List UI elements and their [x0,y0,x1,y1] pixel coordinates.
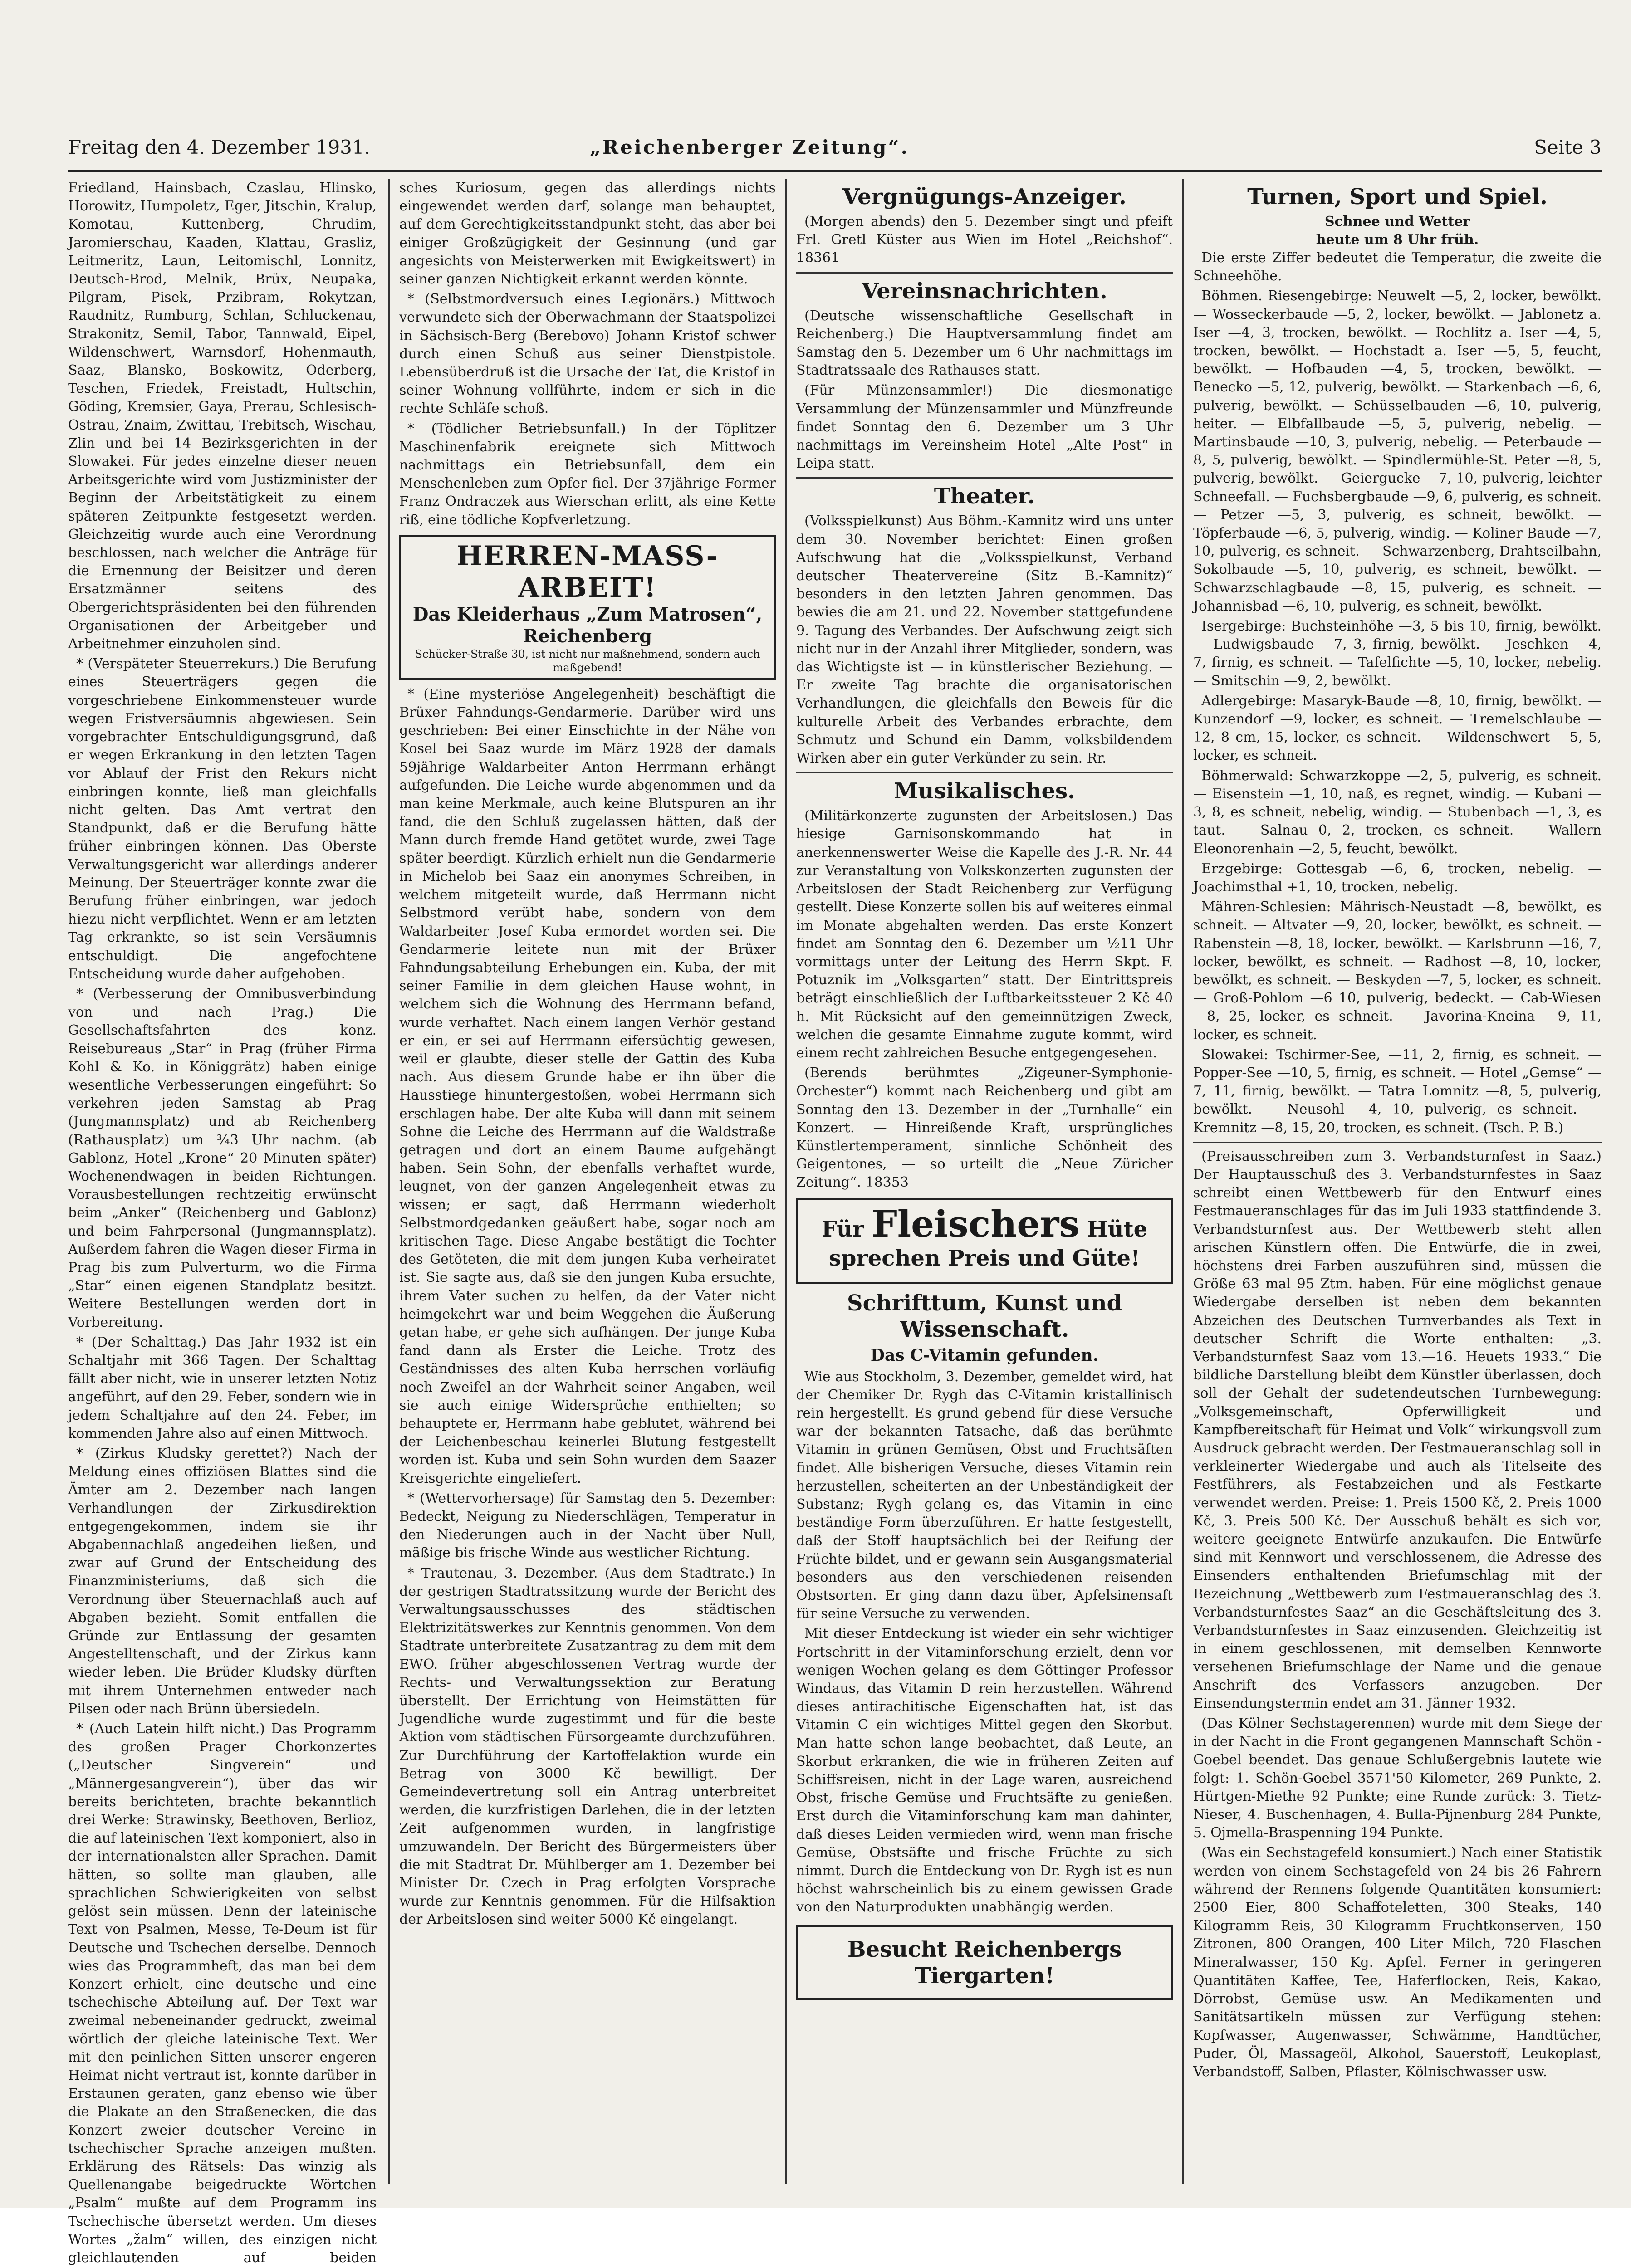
article-text: Mähren-Schlesien: Mährisch-Neustadt —8, bewölkt, es schneit. — Altvater —9, 20, locker, bewölkt, es schneit. — Rabenstein —8, 18, locker, bewölkt. — Karlsbrunn —16, 7, locker, bewölkt, es schneit. — Radhost —8, 10, locker, bewölkt, es schneit. — Beskyden —7, 5, locker, es schneit. — Groß-Pohlom —6 10, pulverig, bedeckt. — Cab-Wiesen —8, 25, locker, es schneit. — Javorina-Kneina —9, 11, locker, es schneit. [1193,899,1602,1043]
section-rule [796,477,1173,479]
ad-address: Schücker-Straße 30, ist nicht nur maßnehmend, sondern auch maßgebend! [415,647,760,674]
article-text: (Preisausschreiben zum 3. Verbandsturnfest in Saaz.) Der Hauptausschuß des 3. Verbandsturnfestes in Saaz schreibt einen Wettbewerb für den Entwurf eines Festmaueranschlages für das im Juli 1933 stattfindende 3. Verbandsturnfest aus. Der Wettbewerb steht allen arischen Künstlern offen. Die Entwürfe, die in zwei, höchstens drei Farben auszuführen sind, müssen die Größe 63 mal 95 Ztm. haben. Für eine möglichst genaue Wiedergabe derselben ist neben dem bekannten Abzeichen des Deutschen Turnverbandes als Text in deutscher Schrift die Worte enthalten: „3. Verbandsturnfest Saaz vom 13.—16. Heuets 1933.“ Die bildliche Darstellung bleibt dem Künstler überlassen, doch soll der Gehalt der sudetendeutschen Turnbewegung: „Volksgemeinschaft, Opferwilligkeit und Kampfbereitschaft für Heimat und Volk“ wirkungsvoll zum Ausdruck gebracht werden. Der Festmaueranschlag soll in verkleinerter Wiedergabe und auch als Titelseite des Festführers, als Festabzeichen und als Festkarte verwendet werden. Preise: 1. Preis 1500 Kč, 2. Preis 1000 Kč, 3. Preis 500 Kč. Der Ausschuß behält es sich vor, weitere geeignete Entwürfe anzukaufen. Die Entwürfe sind mit Kennwort und verschlossenem, die Adresse des Einsenders enthaltenden Briefumschlag mit der Bezeichnung „Wettbewerb zum Festmaueranschlag des 3. Verbandsturnfestes Saaz“ an die Geschäftsleitung des 3. Verbandsturnfestes in Saaz einzusenden. Gleichzeitig ist in einem geschlossenen, mit demselben Kennworte versehenen Briefumschlage der Name und die genaue Anschrift des Verfassers anzugeben. Der Einsendungstermin endet am 31. Jänner 1932. [1193,1148,1602,1711]
section-heading: Vergnügungs-Anzeiger. [842,184,1127,210]
article-text: * (Verspäteter Steuerrekurs.) Die Berufung eines Steuerträgers gegen die vorgeschriebene Einkommensteuer wurde wegen Fristversäumnis abgewiesen. Sein vorgebrachter Entschuldigungsgrund, daß er wegen Erkrankung in den letzten Tagen vor Ablauf der Frist den Rekurs nicht einbringen konnte, ließ man gleichfalls nicht gelten. Das Amt vertrat den Standpunkt, daß er die Berufung hätte früher einbringen können. Das Oberste Verwaltungsgericht war allerdings anderer Meinung. Der Steuerträger konnte zwar die Berufung früher einbringen, war jedoch hiezu nicht verpflichtet. Wenn er am letzten Tag erkrankte, so ist sein Versäumnis entschuldigt. Die angefochtene Entscheidung wurde daher aufgehoben. [68,656,377,982]
article-text: (Volksspielkunst) Aus Böhm.-Kamnitz wird uns unter dem 30. November berichtet: Einen großen Aufschwung hat die „Volksspielkunst, Verband deutscher Theatervereine (Sitz B.-Kamnitz)“ besonders in den letzten Jahren genommen. Das bewies die am 21. und 22. November stattgefundene 9. Tagung des Verbandes. Der Aufschwung zeigt sich nicht nur in der Anzahl ihrer Mitglieder, sondern, was das Wichtigste ist — in künstlerischer Beziehung. — Er zweite Tag brachte die organisatorischen Verhandlungen, die gleichfalls den Beweis für die kulturelle Arbeit des Verbandes erbrachte, dem Schmutz und Schund ein Damm, volksbildendem Wirken aber ein guter Verkünder zu sein. Rr. [796,513,1173,767]
page-header [68,136,1602,163]
article-text: (Morgen abends) den 5. Dezember singt und pfeift Frl. Gretl Küster aus Wien im Hotel „Reichshof“. 18361 [796,214,1173,266]
article-text: Mit dieser Entdeckung ist wieder ein sehr wichtiger Fortschritt in der Vitaminforschung erzielt, denn vor wenigen Wochen gelang es dem Göttinger Professor Windaus, das Vitamin D rein herzustellen. Während dieses antirachitische Eigenschaften hat, ist das Vitamin C ein wichtiges Mittel gegen den Skorbut. Man hatte schon lange beobachtet, daß Leute, an Skorbut erkranken, die wie in früheren Zeiten auf Schiffsreisen, nicht in der Lage waren, ausreichend Obst, frische Gemüse und Fruchtsäfte zu genießen. Erst durch die Vitaminforschung kam man dahinter, daß dieses Leiden vermieden wird, wenn man frische Gemüse, Obstsäfte und frische Früchte zu sich nimmt. Durch die Entdeckung von Dr. Rygh ist es nun höchst wahrscheinlich bis zu einem gewissen Grade von den Naturprodukten unabhängig werden. [796,1626,1173,1916]
header-rule [68,170,1602,172]
column-divider [1182,179,1184,2184]
article-text: Slowakei: Tschirmer-See, —11, 2, firnig, es schneit. — Popper-See —10, 5, firnig, es schneit. — Hotel „Gemse“ —7, 11, firnig, bewölkt. — Tatra Lomnitz —8, 5, pulverig, bewölkt. — Neusohl —4, 10, pulverig, es schneit. — Kremnitz —8, 15, 20, trocken, es schneit. (Tsch. P. B.) [1193,1046,1602,1136]
article-text: * (Der Schalttag.) Das Jahr 1932 ist ein Schaltjahr mit 366 Tagen. Der Schalttag fällt aber nicht, wie in unserer letzten Notiz angeführt, auf den 29. Feber, sondern wie in jedem Schaltjahre auf den 24. Feber, im kommenden Jahre also auf einen Mittwoch. [68,1334,377,1442]
section-heading: Theater. [934,484,1035,509]
newspaper-title: „Reichenberger Zeitung“. [590,136,910,158]
ad-brand: Fleischers [871,1202,1080,1245]
page-number: Seite 3 [1534,136,1602,158]
ad-slogan: sprechen Preis und Güte! [828,1245,1141,1271]
article-text: (Für Münzensammler!) Die diesmonatige Versammlung der Münzensammler und Münzfreunde findet Sonntag den 6. Dezember um 3 Uhr nachmittags im Vereinsheim Hotel „Alte Post“ in Leipa statt. [796,382,1173,472]
ad-text: Hüte [1087,1216,1148,1242]
section-rule [1193,1142,1602,1143]
article-text: * (Auch Latein hilft nicht.) Das Programm des großen Prager Chorkonzertes („Deutscher Singverein“ und „Männergesangverein“), über das wir bereits berichteten, brachte bekanntlich drei Werke: Strawinsky, Beethoven, Berlioz, die auf lateinischen Text komponiert, also in der internationalsten aller Sprachen. Damit hätten, so sollte man glauben, alle sprachlichen Schwierigkeiten von selbst gelöst sein müssen. Denn der lateinische Text von Psalmen, Messe, Te-Deum ist für Deutsche und Tschechen derselbe. Dennoch wies das Programmheft, das man bei dem Konzert erhielt, eine deutsche und eine tschechische Abteilung auf. Der Text war zweimal nebeneinander gedruckt, zweimal wörtlich der gleiche lateinische Text. Wer mit den peinlichen Sitten unserer engeren Heimat nicht vertraut ist, konnte darüber in Erstaunen geraten, ganz ebenso wie über die Plakate an den Straßenecken, die das Konzert zweier deutscher Vereine in tschechischer Sprache anzeigen mußten. Erklärung des Rätsels: Das winzig als Quellenangabe beigedruckte Wörtchen „Psalm“ mußte auf dem Programm ins Tschechische übersetzt werden. Um dieses Wortes „žalm“ willen, des einzigen nicht gleichlautenden auf beiden [68,1721,377,2266]
ad-text: Für [821,1216,864,1242]
article-text: (Was ein Sechstagefeld konsumiert.) Nach einer Statistik werden von einem Sechstagefeld von 24 bis 26 Fahrern während der Rennens folgende Quantitäten konsumiert: 2500 Eier, 800 Schaffoteletten, 300 Steaks, 140 Kilogramm Reis, 30 Kilogramm Fruchtkonserven, 150 Zitronen, 800 Orangen, 400 Liter Milch, 720 Flaschen Mineralwasser, 150 Kg. Apfel. Ferner in geringeren Quantitäten Kaffee, Tee, Haferflocken, Reis, Kakao, Dörrobst, Gemüse usw. An Medikamenten und Sanitätsartikeln müssen zur Verfügung stehen: Kopfwasser, Augenwasser, Schwämme, Handtücher, Puder, Öl, Massageöl, Alkohol, Sauerstoff, Leukoplast, Verbandstoff, Salben, Pflaster, Kölnischwasser usw. [1193,1845,1602,2080]
article-text: Böhmerwald: Schwarzkoppe —2, 5, pulverig, es schneit. — Eisenstein —1, 10, naß, es regnet, windig. — Kubani —3, 8, es schneit, nebelig, windig. — Stubenbach —1, 3, es taut. — Salnau 0, 2, trocken, es schneit. — Wallern Eleonorenhain —2, 5, feucht, bewölkt. [1193,767,1602,857]
issue-date: Freitag den 4. Dezember 1931. [68,136,370,158]
article-text: sches Kuriosum, gegen das allerdings nichts eingewendet werden darf, solange man behauptet, auf dem Gerechtigkeitsstandpunkt steht, das aber bei einiger Großzügigkeit der Gesinnung (und gar angesichts von Meisterwerken mit Ewigkeitswert) in seiner ganzen Nichtigkeit erkannt werden könnte. [399,180,776,288]
article-text: Erzgebirge: Gottesgab —6, 6, trocken, nebelig. — Joachimsthal +1, 10, trocken, nebelig. [1193,860,1602,895]
article-text: (Deutsche wissenschaftliche Gesellschaft in Reichenberg.) Die Hauptversammlung findet am Samstag den 5. Dezember um 6 Uhr nachmittags im Stadtratssaale des Rathauses statt. [796,308,1173,379]
article-text: Wie aus Stockholm, 3. Dezember, gemeldet wird, hat der Chemiker Dr. Rygh das C-Vitamin kristallinisch rein hergestellt. Es grund gebend für diese Versuche war der bekannten Tatsache, daß das berühmte Vitamin in grünen Gemüsen, Obst und Fruchtsäften findet. Alle bisherigen Versuche, dieses Vitamin rein herzustellen, scheiterten an der Unbeständigkeit der Substanz; Rygh gelang es, das Vitamin in eine beständige Form überzuführen. Er hatte festgestellt, daß der Stoff hauptsächlich bei der Reifung der Früchte bildet, und er gewann sein Ausgangsmaterial besonders aus den verschiedenen reisenden Obstsorten. Er ging dann dazu über, Apfelsinensaft für seine Versuche zu verwenden. [796,1369,1173,1622]
advertisement-zoo: Besucht Reichenbergs Tiergarten! [796,1925,1173,2000]
ad-headline: HERREN-MASS-ARBEIT! [456,540,719,604]
column-divider [785,179,787,2184]
article-text: * (Wettervorhersage) für Samstag den 5. Dezember: Bedeckt, Neigung zu Niederschlägen, Temperatur in den Niederungen auch in der Nacht über Null, mäßige bis frische Winde aus westlicher Richtung. [399,1490,776,1561]
article-text: * (Eine mysteriöse Angelegenheit) beschäftigt die Brüxer Fahndungs-Gendarmerie. Darüber wird uns geschrieben: Bei einer Einschichte in der Nähe von Kosel bei Saaz wurde im März 1928 der damals 59jährige Waldarbeiter Anton Herrmann erhängt aufgefunden. Die Leiche wurde abgenommen und da man keine Merkmale, auch keine Blutspuren an ihr fand, die den Schluß zugelassen hätten, daß der Mann durch fremde Hand getötet wurde, zwei Tage später beerdigt. Kürzlich erhielt nun die Gendarmerie in Michelob bei Saaz ein anonymes Schreiben, in welchem mitgeteilt wurde, daß Herrmann nicht Selbstmord verübt habe, sondern von dem Waldarbeiter Josef Kuba ermordet worden sei. Die Gendarmerie leitete nun mit der Brüxer Fahndungsabteilung Erhebungen ein. Kuba, der mit seiner Familie in dem gleichen Hause wohnt, in welchem sich die Wohnung des Herrmann befand, wurde verhaftet. Nach einem langen Verhör gestand er ein, er sei auf Herrmann eifersüchtig gewesen, weil er glaubte, dieser stelle der Gattin des Kuba nach. Aus diesem Grunde habe er ihn über die Hausstiege hinuntergestoßen, wobei Herrmann sich erschlagen habe. Der alte Kuba will dann mit seinem Sohne die Leiche des Herrmann auf die Waldstraße getragen und dort an einem Baume aufgehängt haben. Sein Sohn, der ebenfalls verhaftet wurde, leugnet, von der ganzen Angelegenheit etwas zu wissen; er sagt, daß Herrmann wiederholt Selbstmordgedanken geäußert habe, sogar noch am kritischen Tage. Diese Angabe bestätigt die Tochter des Getöteten, die mit dem jungen Kuba verheiratet ist. Sie sagte aus, daß sie den jungen Kuba ersuchte, ihrem Vater suchen zu helfen, da der Vater nicht heimgekehrt war und beim Weggehen die Äußerung getan habe, er gehe sich aufhängen. Der junge Kuba fand dann als Erster die Leiche. Trotz des Geständnisses des alten Kuba herrschen vorläufig noch Zweifel an der Wahrheit seiner Angaben, weil sie auch einige Widersprüche enthielten; so behauptete er, Herrmann habe geblutet, während bei der Leichenbeschau keinerlei Blutung festgestellt worden ist. Kuba und sein Sohn wurden dem Saazer Kreisgerichte eingeliefert. [399,686,776,1486]
section-rule [796,772,1173,773]
column-divider [388,179,390,2184]
column-2 [399,179,776,2184]
article-text: (Militärkonzerte zugunsten der Arbeitslosen.) Das hiesige Garnisonskommando hat in anerkennenswerter Weise die Kapelle des J.-R. Nr. 44 zur Veranstaltung von Volkskonzerten zugunsten der Arbeitslosen der Stadt Reichenberg zur Verfügung gestellt. Diese Konzerte sollen bis auf weiteres einmal im Monate abgehalten werden. Das erste Konzert findet am Sonntag den 6. Dezember um ½11 Uhr vormittags unter der Leitung des Herrn Skpt. F. Potuznik im „Volksgarten“ statt. Der Eintrittspreis beträgt einschließlich der Luftbarkeitssteuer 2 Kč 40 h. Mit Rücksicht auf den gemeinnützigen Zweck, welchen die gesamte Einnahme zugute kommt, wird einem recht zahlreichen Besuche entgegengesehen. [796,808,1173,1061]
article-text: Die erste Ziffer bedeutet die Temperatur, die zweite die Schneehöhe. [1193,250,1602,284]
article-heading: Das C-Vitamin gefunden. [870,1345,1099,1365]
advertisement-hats [796,1198,1173,1284]
article-text: (Berends berühmtes „Zigeuner-Symphonie-Orchester“) kommt nach Reichenberg und gibt am Sonntag den 13. Dezember in der „Turnhalle“ ein Konzert. — Hinreißende Kraft, ursprüngliches Künstlertemperament, sinnliche Schönheit des Geigentones, — so urteilt die „Neue Züricher Zeitung“. 18353 [796,1065,1173,1191]
article-text: Böhmen. Riesengebirge: Neuwelt —5, 2, locker, bewölkt. — Wosseckerbaude —5, 2, locker, bewölkt. — Jablonetz a. Iser —4, 3, trocken, bewölkt. — Rochlitz a. Iser —4, 5, trocken, bewölkt. — Hochstadt a. Iser —5, 5, feucht, bewölkt. — Hofbauden —4, 5, trocken, bewölkt. — Benecko —5, 12, pulverig, bewölkt. — Starkenbach —6, 6, pulverig, bewölkt. — Schüsselbauden —6, 10, pulverig, heiter. — Elbfallbaude —5, 5, pulverig, nebelig. — Martinsbaude —10, 3, pulverig, nebelig. — Peterbaude —8, 5, pulverig, bewölkt. — Spindlermühle-St. Peter —8, 5, pulverig, bewölkt. — Geiergucke —7, 10, pulverig, leichter Schneefall. — Fuchsbergbaude —9, 6, pulverig, es schneit. — Petzer —5, 3, pulverig, es schneit, bewölkt. — Töpferbaude —6, 5, pulverig, windig. — Koliner Baude —7, 10, pulverig, es schneit. — Schwarzenberg, Drahtseilbahn, Sokolbaude —5, 10, pulverig, es schneit, bewölkt. — Schwarzschlagbaude —8, 15, pulverig, es schneit. — Johannisbad —6, 10, pulverig, es schneit, bewölkt. [1193,288,1602,614]
article-text: Friedland, Hainsbach, Czaslau, Hlinsko, Horowitz, Humpoletz, Eger, Jitschin, Kralup, Komotau, Kuttenberg, Chrudim, Jaromierschau, Kaaden, Klattau, Grasliz, Leitmeritz, Laun, Leitomischl, Lonnitz, Deutsch-Brod, Melnik, Brüx, Neupaka, Pilgram, Pisek, Przibram, Rokytzan, Raudnitz, Rumburg, Schlan, Schluckenau, Strakonitz, Semil, Tabor, Tannwald, Eipel, Wildenschwert, Warnsdorf, Hohenmauth, Saaz, Blansko, Boskowitz, Oderberg, Teschen, Friedek, Freistadt, Hultschin, Göding, Kremsier, Gaya, Prerau, Schlesisch-Ostrau, Znaim, Zwittau, Trebitsch, Wischau, Zlin und bei 14 Bezirksgerichten in der Slowakei. Für jedes einzelne dieser neuen Arbeitsgerichte wird vom Justizminister der Beginn der Arbeitstätigkeit zu einem späteren Zeitpunkte festgesetzt werden. Gleichzeitig wurde auch eine Verordnung beschlossen, nach welcher die Anträge für die Ernennung der Beisitzer und deren Ersatzmänner seitens des Obergerichtspräsidenten bei den führenden Organisationen der Arbeitgeber und Arbeitnehmer einzuholen sind. [68,180,377,652]
article-subheading: heute um 8 Uhr früh. [1316,232,1479,248]
advertisement-tailor [399,535,776,680]
article-text: Isergebirge: Buchsteinhöhe —3, 5 bis 10, firnig, bewölkt. — Ludwigsbaude —7, 3, firnig, bewölkt. — Jeschken —4, 7, firnig, es schneit. — Tafelfichte —5, 10, locker, nebelig. — Smitschin —9, 2, bewölkt. [1193,618,1602,689]
column-4 [1193,179,1602,2184]
section-heading: Musikalisches. [894,778,1075,804]
ad-subline: Das Kleiderhaus „Zum Matrosen“, Reichenberg [412,603,763,647]
section-heading: Turnen, Sport und Spiel. [1247,184,1548,210]
article-heading: Schnee und Wetter [1324,214,1470,230]
section-heading: Schrifttum, Kunst und Wissenschaft. [847,1290,1122,1342]
article-text: * (Selbstmordversuch eines Legionärs.) Mittwoch verwundete sich der Oberwachmann der Staatspolizei in Sächsisch-Berg (Berebovo) Johann Kristof schwer durch einen Schuß aus seiner Dienstpistole. Lebensüberdruß ist die Ursache der Tat, die Kristof in seiner Wohnung vollführte, indem er sich in die rechte Schläfe schoß. [399,291,776,417]
article-text: * (Zirkus Kludsky gerettet?) Nach der Meldung eines offiziösen Blattes sind die Ämter am 2. Dezember nach langen Verhandlungen der Zirkusdirektion entgegengekommen, indem sie ihr Abgabennachlaß angedeihen ließen, und zwar auf Grund der Entscheidung des Finanzministeriums, daß sich die Verordnung über Steuernachlaß auch auf Abgaben bezieht. Somit entfallen die Gründe zur Entlassung der gesamten Angestelltenschaft, und der Zirkus kann wieder leben. Die Brüder Kludsky dürften mit ihrem Unternehmen entweder nach Pilsen oder nach Brünn übersiedeln. [68,1446,377,1717]
column-3 [796,179,1173,2184]
article-text: (Das Kölner Sechstagerennen) wurde mit dem Siege der in der Nacht in die Front gegangenen Mannschaft Schön - Goebel beendet. Das genaue Schlußergebnis lautete wie folgt: 1. Schön-Goebel 3571'50 Kilometer, 269 Punkte, 2. Hürtgen-Miethe 92 Punkte; eine Runde zurück: 3. Tietz-Nieser, 4. Buschenhagen, 4. Bulla-Pijnenburg 284 Punkte, 5. Ojmella-Braspenning 194 Punkte. [1193,1716,1602,1841]
article-text: * (Tödlicher Betriebsunfall.) In der Töplitzer Maschinenfabrik ereignete sich Mittwoch nachmittags ein Betriebsunfall, dem ein Menschenleben zum Opfer fiel. Der 37jährige Former Franz Ondraczek aus Wierschan erlitt, als eine Kette riß, eine tödliche Kopfverletzung. [399,420,776,528]
section-rule [796,272,1173,274]
article-text: * Trautenau, 3. Dezember. (Aus dem Stadtrate.) In der gestrigen Stadtratssitzung wurde der Bericht des Verwaltungsausschusses des städtischen Elektrizitätswerkes zur Kenntnis genommen. Von dem Stadtrate unterbreitete Zusatzantrag zu dem mit dem EWO. früher abgeschlossenen Vertrag wurde der Rechts- und Verwaltungssektion zur Beratung überstellt. Der Errichtung von Heimstätten für Jugendliche wurde zugestimmt und für die beste Aktion vom städtischen Fürsorgeamte durchzuführen. Zur Durchführung der Kartoffelaktion wurde ein Betrag von 3000 Kč bewilligt. Der Gemeindevertretung soll ein Antrag unterbreitet werden, die kurzfristigen Darlehen, die in der letzten Zeit aufgenommen wurden, in langfristige umzuwandeln. Der Bericht des Bürgermeisters über die mit Stadtrat Dr. Mühlberger am 1. Dezember bei Minister Dr. Czech in Prag erfolgten Vorsprache wurde zur Kenntnis genommen. Für die Hilfsaktion der Arbeitslosen sind weiter 5000 Kč eingelangt. [399,1565,776,1928]
column-1 [68,179,377,2266]
article-text: Adlergebirge: Masaryk-Baude —8, 10, firnig, bewölkt. — Kunzendorf —9, locker, es schneit. — Tremelschlaube —12, 8 cm, 15, locker, es schneit. — Wildenschwert —5, 5, locker, es schneit. [1193,693,1602,764]
article-text: * (Verbesserung der Omnibusverbindung von und nach Prag.) Die Gesellschaftsfahrten des konz. Reisebureaus „Star“ in Prag (früher Firma Kohl & Ko. in Königgrätz) haben einige wesentliche Verbesserungen eingeführt: So verkehren jeden Samstag ab Prag (Jungmannsplatz) und ab Reichenberg (Rathausplatz) um ¾3 Uhr nachm. (ab Gablonz, Hotel „Krone“ 20 Minuten später) Wochenendwagen in beiden Richtungen. Vorausbestellungen rechtzeitig erwünscht beim „Anker“ (Reichenberg und Gablonz) und beim Fahrpersonal (Jungmannsplatz). Außerdem fahren die Wagen dieser Firma in Prag bis zum Pulverturm, wo die Firma „Star“ einen eigenen Standplatz besitzt. Weitere Bestellungen werden dort in Vorbereitung. [68,986,377,1330]
section-heading: Vereinsnachrichten. [862,278,1107,304]
